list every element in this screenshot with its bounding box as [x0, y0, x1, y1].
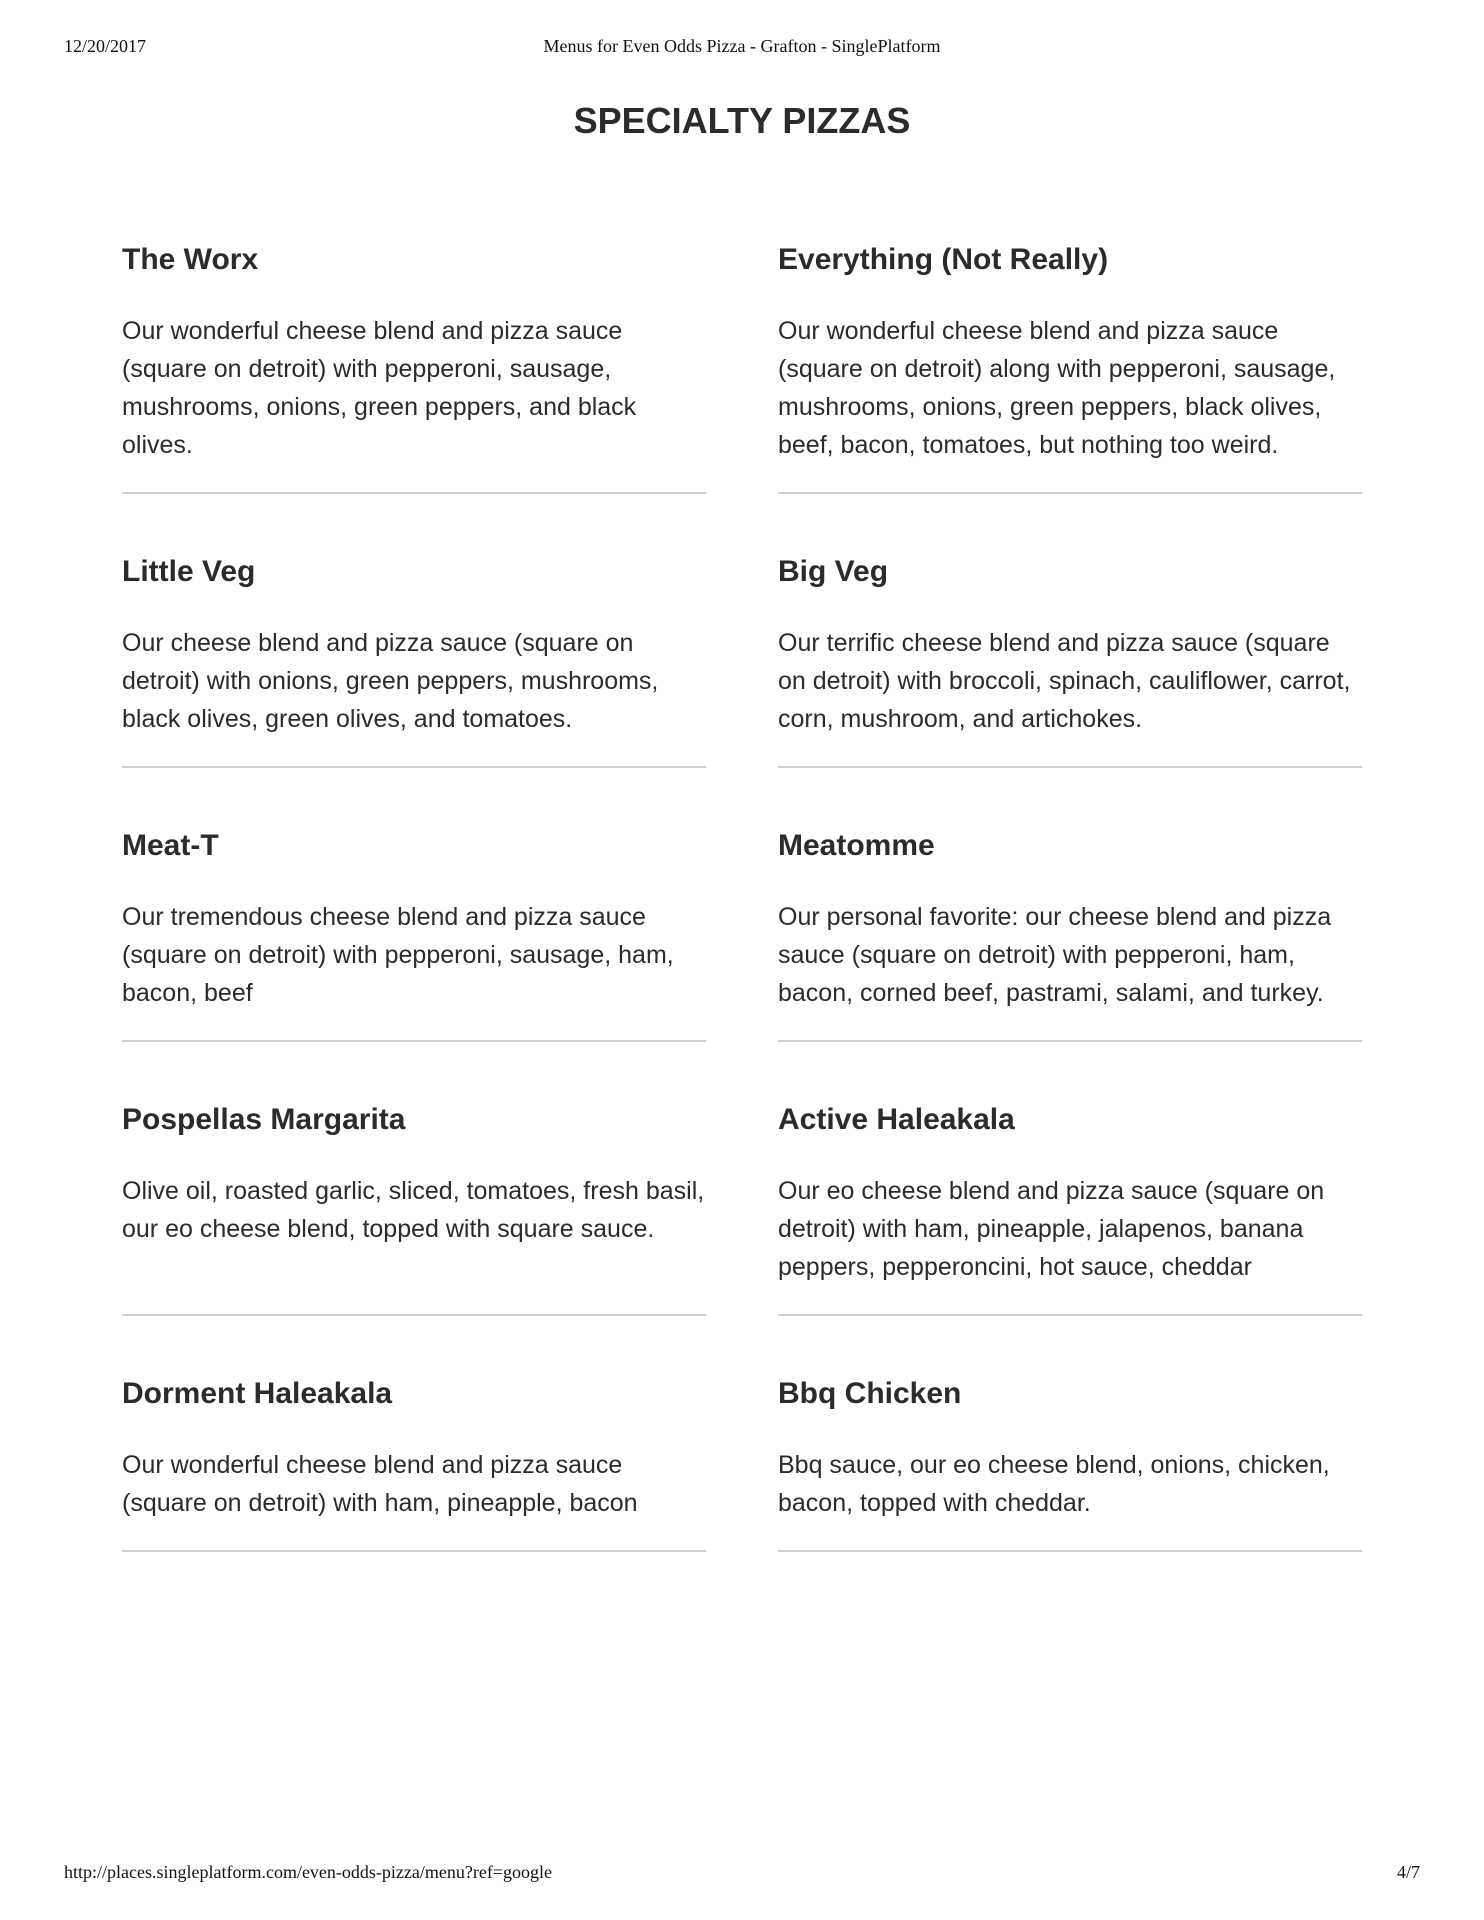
print-page-title: Menus for Even Odds Pizza - Grafton - SinglePlatform: [543, 36, 941, 56]
menu-item-description: Our eo cheese blend and pizza sauce (square on detroit) with ham, pineapple, jalapenos, banana peppers, pepperoncini, hot sauce, cheddar: [778, 1177, 1325, 1281]
menu-item-name: Meatomme: [778, 829, 935, 862]
section-title: SPECIALTY PIZZAS: [573, 100, 911, 141]
menu-item-description: Olive oil, roasted garlic, sliced, tomatoes, fresh basil, our eo cheese blend, topped with square sauce.: [122, 1177, 705, 1243]
menu-item-description: Our terrific cheese blend and pizza sauce (square on detroit) with broccoli, spinach, cauliflower, carrot, corn, mushroom, and artichokes.: [778, 629, 1351, 733]
page-number: 4/7: [1396, 1862, 1420, 1882]
menu-item-name: The Worx: [122, 243, 259, 276]
menu-item-name: Bbq Chicken: [778, 1377, 962, 1410]
menu-item: [778, 232, 1362, 494]
menu-item-description: Our wonderful cheese blend and pizza sauce (square on detroit) along with pepperoni, sausage, mushrooms, onions, green peppers, black olives, beef, bacon, tomatoes, but nothing too weird.: [778, 317, 1336, 459]
menu-item-description: Our wonderful cheese blend and pizza sauce (square on detroit) with ham, pineapple, bacon: [122, 1451, 638, 1517]
menu-item-name: Pospellas Margarita: [122, 1103, 406, 1136]
menu-item-name: Little Veg: [122, 555, 256, 588]
menu-item: [122, 544, 706, 768]
menu-item-name: Active Haleakala: [778, 1103, 1015, 1136]
print-url: http://places.singleplatform.com/even-odds-pizza/menu?ref=google: [64, 1862, 552, 1882]
menu-item-name: Dorment Haleakala: [122, 1377, 393, 1410]
menu-grid: [122, 232, 1362, 1602]
menu-item: [778, 544, 1362, 768]
menu-item-description: Our personal favorite: our cheese blend and pizza sauce (square on detroit) with pepperoni, ham, bacon, corned beef, pastrami, salami, and turkey.: [778, 903, 1332, 1007]
menu-item-description: Our tremendous cheese blend and pizza sauce (square on detroit) with pepperoni, sausage, ham, bacon, beef: [122, 903, 674, 1007]
menu-item: [778, 1366, 1362, 1552]
menu-item: [778, 818, 1362, 1042]
menu-item: [122, 818, 706, 1042]
menu-item: [122, 232, 706, 494]
menu-item-name: Everything (Not Really): [778, 243, 1109, 276]
menu-item-description: Bbq sauce, our eo cheese blend, onions, chicken, bacon, topped with cheddar.: [778, 1451, 1330, 1517]
menu-item-name: Big Veg: [778, 555, 889, 588]
print-footer: [64, 1862, 1420, 1886]
print-header: [64, 36, 1420, 60]
menu-item: [122, 1366, 706, 1552]
menu-item: [778, 1092, 1362, 1316]
menu-item-description: Our cheese blend and pizza sauce (square on detroit) with onions, green peppers, mushrooms, black olives, green olives, and tomatoes.: [122, 629, 659, 733]
menu-item: [122, 1092, 706, 1316]
print-date: 12/20/2017: [64, 36, 147, 56]
menu-item-name: Meat-T: [122, 829, 219, 862]
menu-item-description: Our wonderful cheese blend and pizza sauce (square on detroit) with pepperoni, sausage, mushrooms, onions, green peppers, and black olives.: [122, 317, 637, 459]
